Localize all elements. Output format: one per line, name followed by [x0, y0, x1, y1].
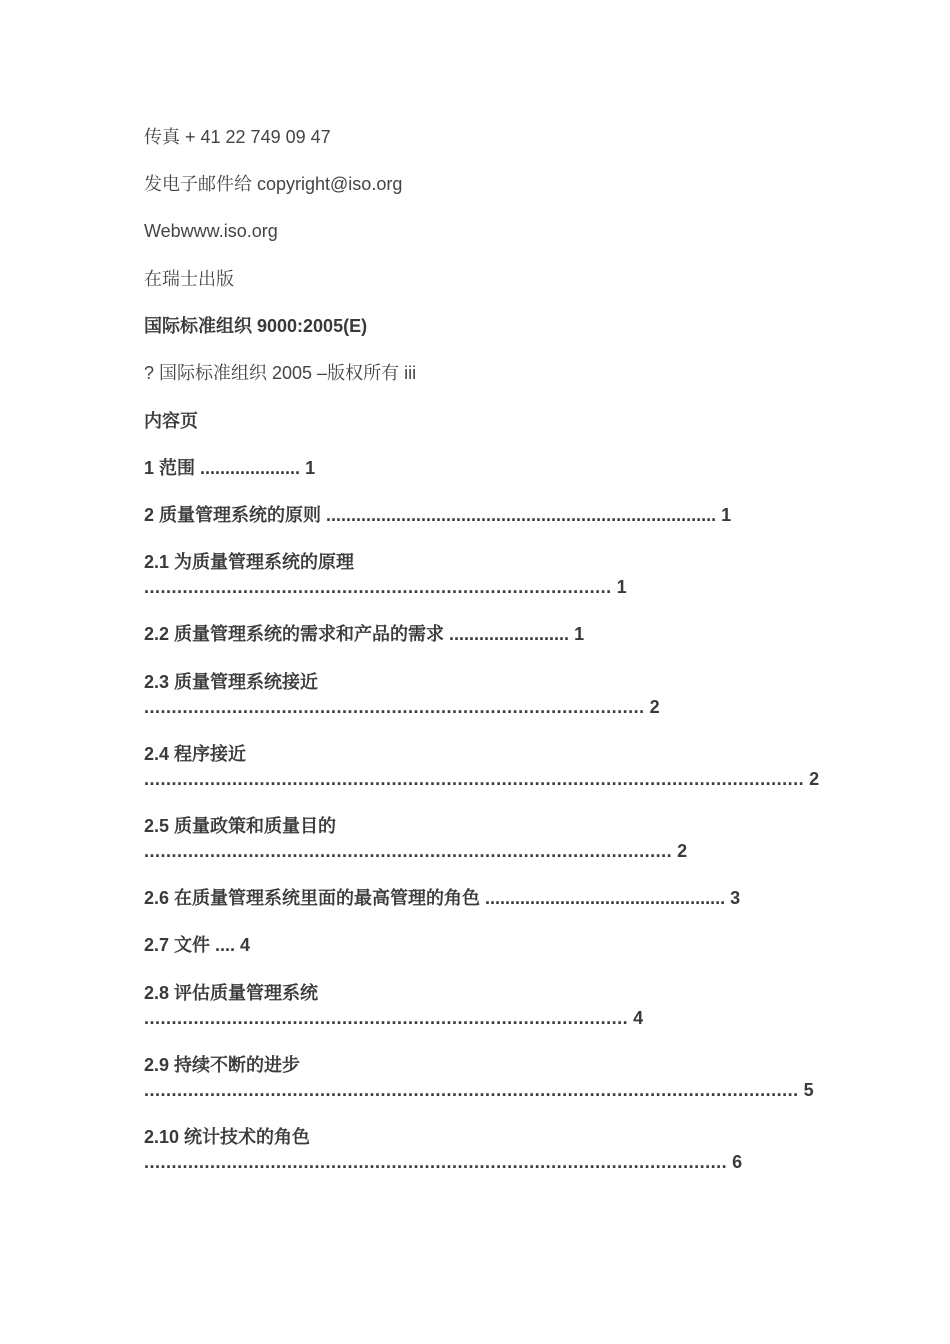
fax-line: 传真 + 41 22 749 09 47	[144, 127, 331, 147]
toc-entry-leader	[144, 695, 660, 719]
toc-entry-dots: .......................................................................................................................	[144, 1080, 799, 1100]
toc-entry[interactable]	[144, 622, 584, 646]
toc-entry-page: 1	[616, 577, 627, 597]
toc-entry[interactable]	[144, 456, 315, 480]
toc-entry-title[interactable]: 2.3 质量管理系统接近	[144, 672, 319, 692]
toc-title: 内容页	[144, 411, 198, 431]
toc-entry-page: 6	[732, 1152, 743, 1172]
toc-entry-leader	[144, 767, 819, 791]
toc-entry-dots: ........................................................................................	[144, 1008, 629, 1028]
toc-entry-page: 1	[574, 624, 585, 644]
web-line: Webwww.iso.org	[144, 221, 278, 241]
toc-entry-leader	[144, 575, 627, 599]
toc-entry-title: 1 范围 ....................	[144, 458, 301, 478]
toc-entry[interactable]	[144, 503, 731, 527]
toc-entry[interactable]	[144, 886, 740, 910]
toc-entry-page: 4	[633, 1008, 644, 1028]
toc-entry-leader	[144, 839, 687, 863]
toc-entry-page: 4	[240, 935, 251, 955]
document-id: 国际标准组织 9000:2005(E)	[144, 316, 368, 336]
toc-entry[interactable]	[144, 933, 250, 957]
toc-entry-leader	[144, 1078, 814, 1102]
toc-entry-dots: ........................................................................................................................	[144, 769, 805, 789]
toc-entry-title[interactable]: 2.1 为质量管理系统的原理	[144, 552, 355, 572]
toc-entry-title: 2 质量管理系统的原则 ..............................................................................	[144, 505, 717, 525]
toc-entry-title[interactable]: 2.8 评估质量管理系统	[144, 983, 319, 1003]
toc-entry-title: 2.6 在质量管理系统里面的最高管理的角色 ................................................	[144, 888, 726, 908]
toc-entry-page: 2	[649, 697, 660, 717]
published-line: 在瑞士出版	[144, 269, 234, 289]
copyright-line: ? 国际标准组织 2005 –版权所有 iii	[144, 363, 417, 383]
toc-entry-page: 2	[677, 841, 688, 861]
toc-entry-dots: ...........................................................................................	[144, 697, 645, 717]
toc-entry-page: 2	[809, 769, 820, 789]
toc-entry-title[interactable]: 2.4 程序接近	[144, 744, 247, 764]
toc-entry-title[interactable]: 2.9 持续不断的进步	[144, 1055, 301, 1075]
toc-entry-title[interactable]: 2.10 统计技术的角色	[144, 1127, 311, 1147]
toc-entry-leader	[144, 1006, 643, 1030]
toc-entry-page: 5	[803, 1080, 814, 1100]
email-line: 发电子邮件给 copyright@iso.org	[144, 174, 403, 194]
toc-entry-dots: ..........................................................................................................	[144, 1152, 728, 1172]
toc-entry-title: 2.2 质量管理系统的需求和产品的需求 ........................	[144, 624, 570, 644]
toc-entry-dots: .....................................................................................	[144, 577, 612, 597]
toc-entry-page: 1	[305, 458, 316, 478]
toc-entry-dots: ................................................................................................	[144, 841, 673, 861]
toc-entry-leader	[144, 1150, 742, 1174]
toc-entry-page: 3	[730, 888, 741, 908]
toc-entry-title[interactable]: 2.5 质量政策和质量目的	[144, 816, 337, 836]
toc-entry-page: 1	[721, 505, 732, 525]
toc-entry-title: 2.7 文件 ....	[144, 935, 236, 955]
